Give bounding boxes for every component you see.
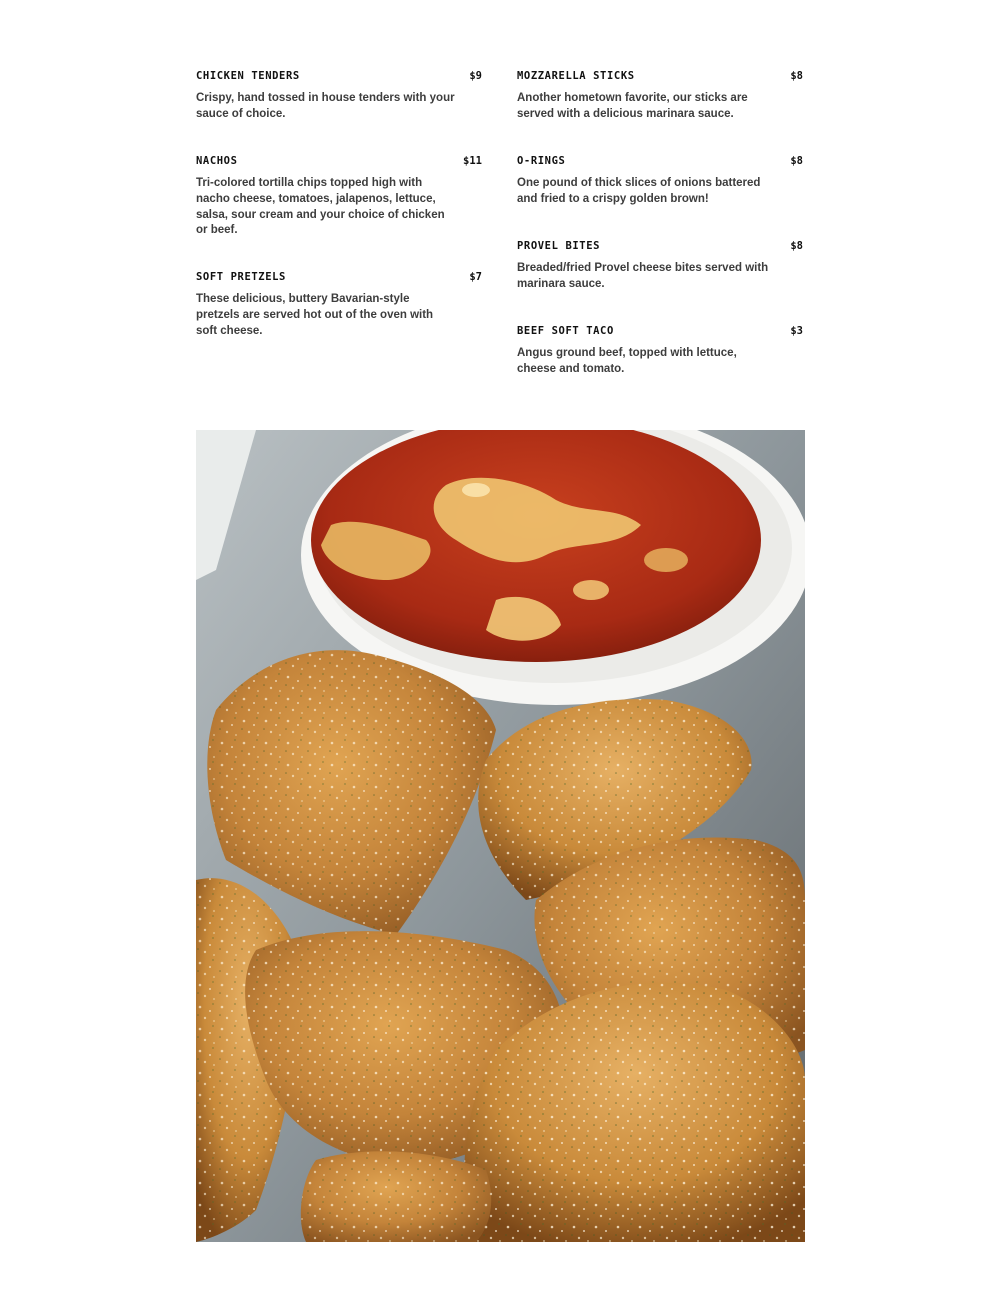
menu-item-name: MOZZARELLA STICKS	[517, 70, 635, 82]
menu-item-nachos	[196, 155, 486, 239]
menu-item-provel-bites	[517, 240, 807, 293]
menu-item-description: One pound of thick slices of onions battered and fried to a crispy golden brown!	[517, 177, 761, 205]
menu-item-description: Crispy, hand tossed in house tenders with your sauce of choice.	[196, 92, 455, 120]
menu-item-name: NACHOS	[196, 155, 238, 167]
menu-item-price: $9	[469, 70, 482, 82]
menu-item-beef-soft-taco	[517, 325, 807, 378]
menu-item-name: O-RINGS	[517, 155, 566, 167]
menu-item-mozzarella-sticks	[517, 70, 807, 123]
menu-item-description: Another hometown favorite, our sticks are served with a delicious marinara sauce.	[517, 92, 748, 120]
toasted-ravioli-photo	[196, 430, 805, 1242]
menu-item-chicken-tenders	[196, 70, 486, 123]
menu-item-description: These delicious, buttery Bavarian-style pretzels are served hot out of the oven with soft cheese.	[196, 293, 434, 337]
menu-item-name: SOFT PRETZELS	[196, 271, 286, 283]
menu-item-price: $8	[790, 155, 803, 167]
menu-item-price: $3	[790, 325, 803, 337]
menu-item-price: $7	[469, 271, 482, 283]
menu-item-name: BEEF SOFT TACO	[517, 325, 614, 337]
menu-item-price: $8	[790, 70, 803, 82]
menu-item-name: CHICKEN TENDERS	[196, 70, 300, 82]
cut-off-text	[196, 20, 456, 34]
menu-item-description: Angus ground beef, topped with lettuce, cheese and tomato.	[517, 347, 737, 375]
menu-item-description: Tri-colored tortilla chips topped high with nacho cheese, tomatoes, jalapenos, lettuce, salsa, sour cream and your choice of chicken or beef.	[196, 177, 445, 237]
menu-item-soft-pretzels	[196, 271, 486, 339]
menu-item-price: $8	[790, 240, 803, 252]
menu-item-price: $11	[463, 155, 482, 167]
menu-item-o-rings	[517, 155, 807, 208]
food-illustration	[196, 430, 805, 1242]
menu-item-description: Breaded/fried Provel cheese bites served with marinara sauce.	[517, 262, 769, 290]
menu-item-name: PROVEL BITES	[517, 240, 601, 252]
